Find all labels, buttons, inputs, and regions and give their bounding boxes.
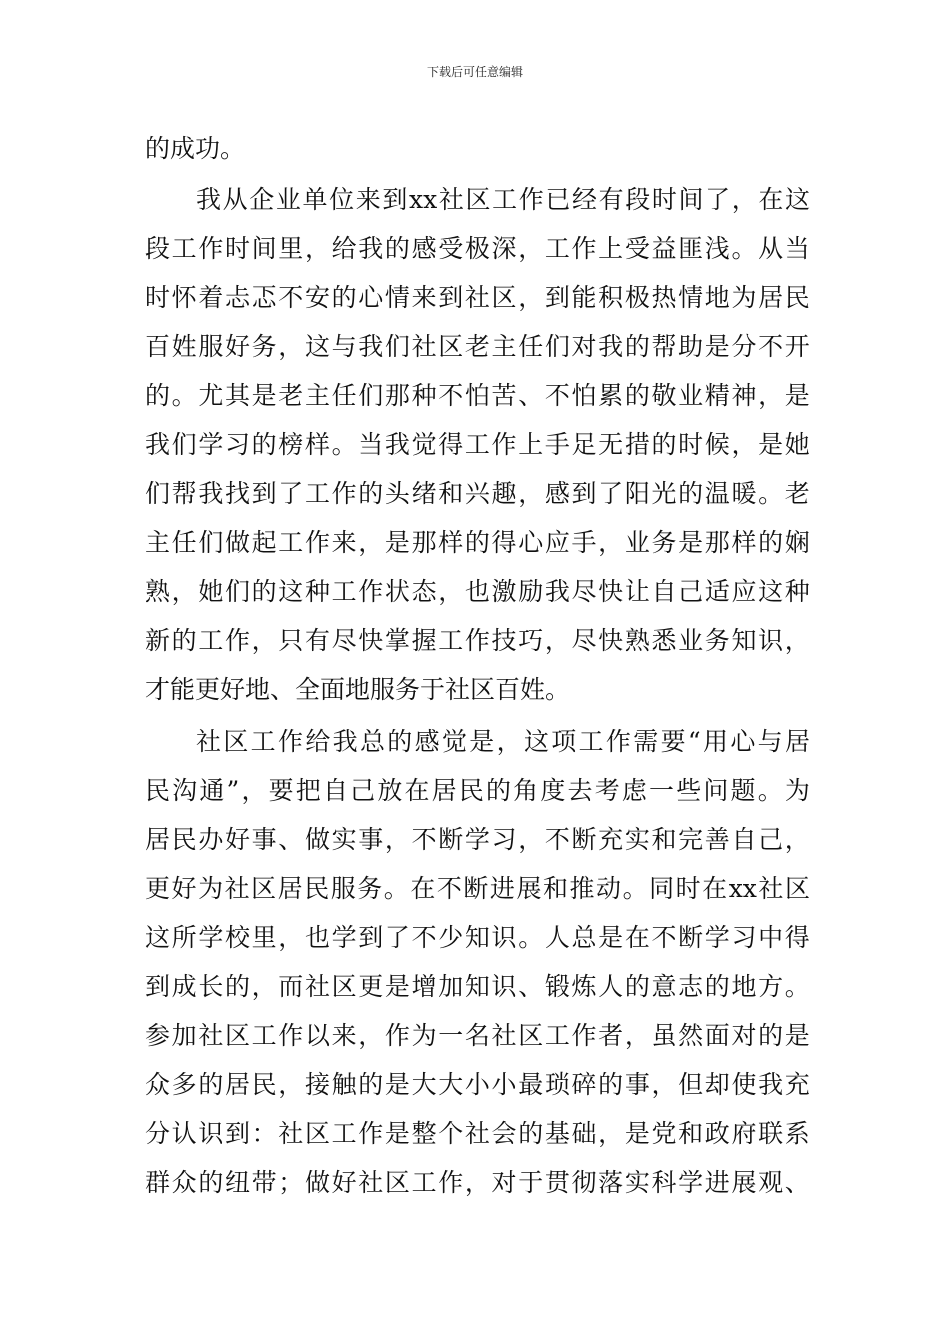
text-line: 主 任 们 做 起 工 作 来 ， 是 那 样 的 得 心 应 手 ， 业 务 是 那 样 的 娴 [145, 528, 810, 557]
text-line: 我 从 企 业 单 位 来 到 xx 社 区 工 作 已 经 有 段 时 间 了 ， 在 这 [196, 185, 810, 214]
text-line: 居 民 办 好 事 、 做 实 事 ， 不 断 学 习 ， 不 断 充 实 和 完 善 自 己 ， [145, 825, 810, 854]
text-line: 社 区 工 作 给 我 总 的 感 觉 是 ， 这 项 工 作 需 要 “ 用 心 与 居 [196, 727, 810, 756]
page-header-note: 下载后可任意编辑 [426, 65, 523, 79]
text-line: 的 。 尤 其 是 老 主 任 们 那 种 不 怕 苦 、 不 怕 累 的 敬 业 精 神 ， 是 [145, 381, 810, 410]
text-line: 新 的 工 作 ， 只 有 尽 快 掌 握 工 作 技 巧 ， 尽 快 熟 悉 业 务 知 识 ， [145, 626, 810, 655]
text-line: 到 成 长 的 ， 而 社 区 更 是 增 加 知 识 、 锻 炼 人 的 意 志 的 地 方 。 [145, 972, 810, 1001]
text-line: 的成功。 [145, 134, 246, 163]
text-line: 百 姓 服 好 务 ， 这 与 我 们 社 区 老 主 任 们 对 我 的 帮 助 是 分 不 开 [145, 332, 810, 361]
text-line: 群 众 的 纽 带 ； 做 好 社 区 工 作 ， 对 于 贯 彻 落 实 科 学 进 展 观 、 [145, 1168, 810, 1197]
text-line: 众 多 的 居 民 ， 接 触 的 是 大 大 小 小 最 琐 碎 的 事 ， 但 却 使 我 充 [145, 1070, 810, 1099]
text-line: 分 认 识 到 ： 社 区 工 作 是 整 个 社 会 的 基 础 ， 是 党 和 政 府 联 系 [145, 1119, 810, 1148]
text-line: 段 工 作 时 间 里 ， 给 我 的 感 受 极 深 ， 工 作 上 受 益 匪 浅 。 从 当 [145, 234, 810, 263]
text-line: 民 沟 通 ” ， 要 把 自 己 放 在 居 民 的 角 度 去 考 虑 一 些 问 题 。 为 [145, 776, 810, 805]
text-line: 这 所 学 校 里 ， 也 学 到 了 不 少 知 识 。 人 总 是 在 不 断 学 习 中 得 [145, 923, 810, 952]
text-line: 更 好 为 社 区 居 民 服 务 。 在 不 断 进 展 和 推 动 。 同 时 在 xx 社 区 [145, 874, 810, 903]
text-line: 熟 ， 她 们 的 这 种 工 作 状 态 ， 也 激 励 我 尽 快 让 自 己 适 应 这 种 [145, 577, 810, 606]
text-line: 才能更好地、全面地服务于社区百姓。 [145, 675, 571, 704]
text-line: 时 怀 着 忐 忑 不 安 的 心 情 来 到 社 区 ， 到 能 积 极 热 情 地 为 居 民 [145, 283, 810, 312]
text-line: 们 帮 我 找 到 了 工 作 的 头 绪 和 兴 趣 ， 感 到 了 阳 光 的 温 暖 。 老 [145, 479, 810, 508]
text-line: 参 加 社 区 工 作 以 来 ， 作 为 一 名 社 区 工 作 者 ， 虽 然 面 对 的 是 [145, 1021, 810, 1050]
text-line: 我 们 学 习 的 榜 样 。 当 我 觉 得 工 作 上 手 足 无 措 的 时 候 ， 是 她 [145, 430, 810, 459]
